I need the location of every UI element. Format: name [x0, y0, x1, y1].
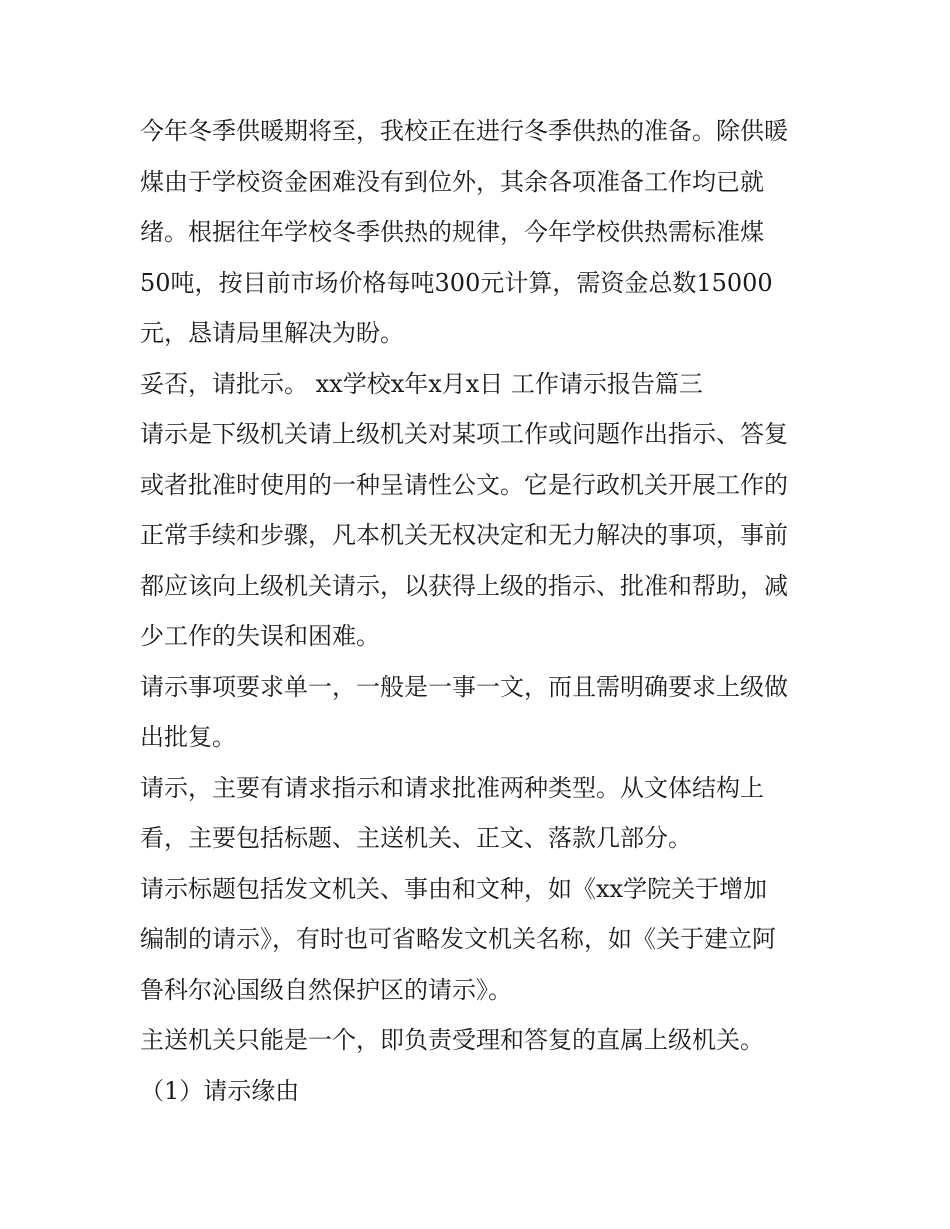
text-line: （1）请示缘由 — [140, 1076, 300, 1105]
document-body — [140, 106, 830, 1116]
text-line: 请示标题包括发文机关、事由和文种，如《xx学院关于增加 — [140, 874, 768, 903]
text-line: 请示事项要求单一，一般是一事一文，而且需明确要求上级做 — [140, 672, 788, 701]
text-line: 正常手续和步骤，凡本机关无权决定和无力解决的事项，事前 — [140, 521, 788, 549]
text-line: 少工作的失误和困难。 — [140, 622, 380, 650]
text-line: 妥否，请批示。 xx学校x年x月x日 工作请示报告篇三 — [140, 369, 703, 398]
text-line: 请示，主要有请求指示和请求批准两种类型。从文体结构上 — [140, 773, 764, 802]
text-line: 绪。根据往年学校冬季供热的规律，今年学校供热需标准煤 — [140, 218, 764, 246]
text-line: 出批复。 — [140, 723, 236, 751]
text-line: 元，恳请局里解决为盼。 — [140, 319, 404, 347]
text-line: 请示是下级机关请上级机关对某项工作或问题作出指示、答复 — [140, 420, 788, 448]
text-line: 编制的请示》，有时也可省略发文机关名称，如《关于建立阿 — [140, 925, 776, 953]
text-line: 50吨，按目前市场价格每吨300元计算，需资金总数15000 — [140, 268, 773, 297]
text-line: 或者批准时使用的一种呈请性公文。它是行政机关开展工作的 — [140, 470, 788, 499]
text-line: 主送机关只能是一个，即负责受理和答复的直属上级机关。 — [140, 1026, 764, 1054]
text-line: 都应该向上级机关请示，以获得上级的指示、批准和帮助，减 — [140, 571, 788, 600]
text-line: 看，主要包括标题、主送机关、正文、落款几部分。 — [140, 824, 692, 852]
text-line: 煤由于学校资金困难没有到位外，其余各项准备工作均已就 — [140, 167, 764, 196]
text-line: 鲁科尔沁国级自然保护区的请示》。 — [140, 975, 512, 1004]
text-line: 今年冬季供暖期将至，我校正在进行冬季供热的准备。除供暖 — [140, 117, 788, 145]
